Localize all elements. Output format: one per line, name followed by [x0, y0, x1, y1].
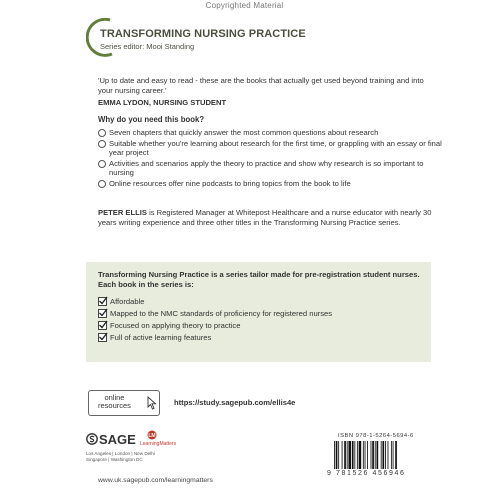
list-item: Full of active learning features — [98, 332, 332, 343]
barcode — [332, 441, 424, 469]
review-quote: 'Up to date and easy to read - these are the books that actually get used beyond training and into your nursing career.' — [98, 76, 424, 95]
barcode-bar — [375, 441, 376, 469]
barcode-bar — [348, 441, 351, 469]
barcode-bar — [385, 441, 386, 469]
barcode-bar — [338, 441, 339, 469]
svg-text:LM: LM — [148, 433, 156, 439]
barcode-bar — [352, 441, 354, 469]
imprint-name: LearningMatters — [140, 441, 177, 447]
bullet-circle-icon — [98, 180, 106, 188]
barcode-bar — [391, 441, 392, 469]
list-item: Seven chapters that quickly answer the most common questions about research — [98, 128, 448, 138]
author-bio — [98, 208, 443, 228]
barcode-bar — [354, 441, 355, 469]
barcode-bar — [381, 441, 382, 469]
list-item: Online resources offer nine podcasts to bring topics from the book to life — [98, 179, 448, 189]
barcode-bar — [359, 441, 362, 469]
barcode-bar — [377, 441, 379, 469]
why-heading: Why do you need this book? — [98, 115, 205, 124]
series-feature-list — [98, 296, 332, 344]
online-resources-url[interactable]: https://study.sagepub.com/ellis4e — [174, 398, 296, 407]
series-editor: Series editor: Mooi Standing — [100, 42, 195, 51]
online-resources-label: online resources — [98, 393, 131, 410]
list-item: Suitable whether you're learning about research for the first time, or grappling with an essay or final year project — [98, 139, 448, 158]
barcode-bar — [367, 441, 368, 469]
barcode-bar — [382, 441, 384, 469]
barcode-bar — [336, 441, 338, 469]
learning-matters-logo-icon — [147, 430, 157, 440]
barcode-bar — [347, 441, 348, 469]
checkbox-check-icon — [98, 333, 107, 342]
bullet-circle-icon — [98, 129, 106, 137]
barcode-bar — [372, 441, 374, 469]
list-item: Affordable — [98, 296, 332, 307]
list-item: Mapped to the NMC standards of proficiency for registered nurses — [98, 308, 332, 319]
sage-logo-icon — [86, 433, 98, 445]
author-name: PETER ELLIS — [98, 208, 147, 217]
why-list — [98, 128, 448, 190]
list-item: Focused on applying theory to practice — [98, 320, 332, 331]
checkbox-check-icon — [98, 309, 107, 318]
bullet-circle-icon — [98, 140, 106, 148]
checkbox-check-icon — [98, 321, 107, 330]
copyright-notice: Copyrighted Material — [205, 1, 284, 10]
isbn-label: ISBN 978-1-5264-5694-6 — [338, 433, 414, 439]
barcode-bar — [393, 441, 394, 469]
author-bio-text: is Registered Manager at Whitepost Healthcare and a nurse educator with nearly 30 years writing experience and three other titles in the Transforming Nursing Practice series. — [98, 208, 432, 227]
publisher-website[interactable]: www.uk.sagepub.com/learningmatters — [98, 477, 213, 484]
barcode-bar — [342, 441, 343, 469]
list-item: Activities and scenarios apply the theory to practice and show why research is so important to nursing — [98, 159, 448, 178]
series-intro: Transforming Nursing Practice is a series tailor made for pre-registration student nurses. Each book in the series is: — [98, 270, 420, 289]
barcode-bar — [363, 441, 364, 469]
barcode-bar — [365, 441, 366, 469]
barcode-bar — [388, 441, 389, 469]
barcode-bar — [344, 441, 346, 469]
bullet-circle-icon — [98, 160, 106, 168]
barcode-digits: 9 781526 456946 — [327, 470, 406, 477]
barcode-bar — [395, 441, 397, 469]
quote-author: EMMA LYDON, NURSING STUDENT — [98, 98, 227, 107]
publisher-locations: Los Angeles | London | New Delhi Singapore | Washington DC — [86, 451, 155, 462]
barcode-bar — [357, 441, 358, 469]
series-title: TRANSFORMING NURSING PRACTICE — [100, 28, 306, 40]
barcode-bar — [371, 441, 372, 469]
cursor-arrow-icon — [147, 396, 157, 410]
barcode-bar — [334, 441, 335, 469]
checkbox-check-icon — [98, 297, 107, 306]
publisher-name: SAGE — [99, 432, 136, 447]
